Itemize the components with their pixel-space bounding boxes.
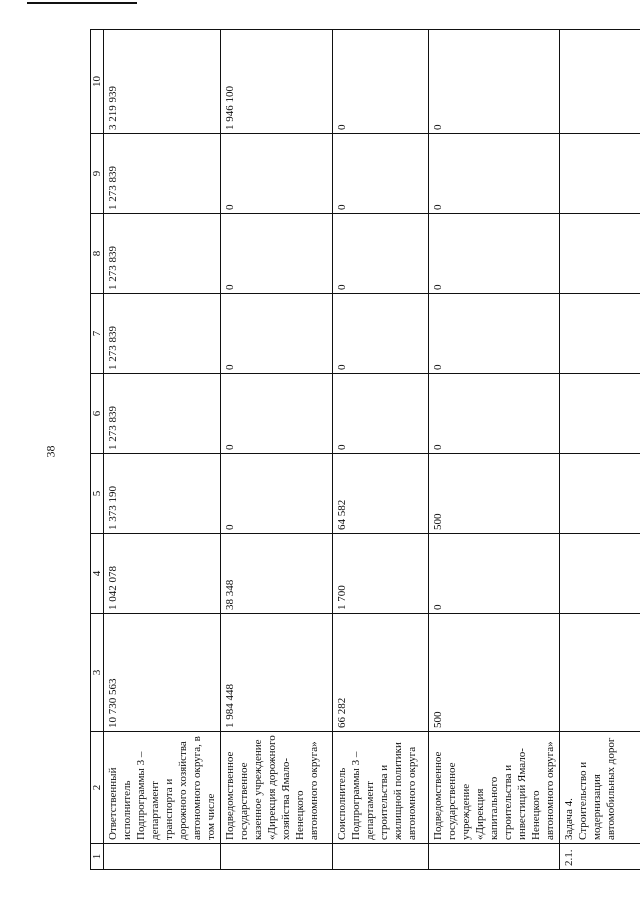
col-header-7: 7 [91,294,104,374]
value-cell [560,614,640,732]
value-cell: 0 [429,374,560,454]
row-number [429,844,560,870]
row-name: Подведомственное государственное казенное учреждение «Дирекция дорожного хозяйства Ямало-Ненецкого автономного округа» [221,732,333,844]
value-cell: 0 [221,134,333,214]
value-cell: 1 273 839 [104,294,221,374]
value-cell: 0 [221,294,333,374]
value-cell: 10 730 563 [104,614,221,732]
value-cell [560,214,640,294]
page-number: 38 [43,445,58,458]
table-row [221,30,333,870]
value-cell: 1 700 [333,534,429,614]
value-cell: 500 [429,454,560,534]
rotated-table-container [90,30,636,870]
col-header-8: 8 [91,214,104,294]
col-header-4: 4 [91,534,104,614]
table-row [333,30,429,870]
value-cell [560,294,640,374]
value-cell: 0 [333,294,429,374]
value-cell: 38 348 [221,534,333,614]
row-name: Соисполнитель Подпрограммы 3 – департамент строительства и жилищной политики автономного округа [333,732,429,844]
budget-table [90,29,640,870]
value-cell: 0 [333,134,429,214]
row-number: 2.1. [560,844,640,870]
table-row [560,30,640,870]
value-cell: 0 [333,214,429,294]
value-cell: 1 946 100 [221,30,333,134]
row-number [333,844,429,870]
value-cell: 1 273 839 [104,134,221,214]
row-name: Подведомственное государственное учреждение «Дирекция капитального строительства и инвестиций Ямало-Ненецкого автономного округа» [429,732,560,844]
value-cell: 1 273 839 [104,374,221,454]
header-row [91,30,104,870]
value-cell [560,374,640,454]
value-cell [560,454,640,534]
value-cell: 1 373 190 [104,454,221,534]
col-header-1: 1 [91,844,104,870]
value-cell: 0 [221,454,333,534]
row-number [104,844,221,870]
value-cell [560,134,640,214]
col-header-3: 3 [91,614,104,732]
value-cell: 0 [333,374,429,454]
value-cell [560,30,640,134]
header-rule [27,2,137,4]
col-header-5: 5 [91,454,104,534]
table-row [429,30,560,870]
row-number [221,844,333,870]
value-cell: 1 042 078 [104,534,221,614]
value-cell: 1 273 839 [104,214,221,294]
value-cell: 0 [429,534,560,614]
value-cell [560,534,640,614]
value-cell: 1 984 448 [221,614,333,732]
value-cell: 3 219 939 [104,30,221,134]
value-cell: 0 [221,374,333,454]
col-header-2: 2 [91,732,104,844]
row-name: Задача 4. Строительство и модернизация автомобильных дорог [560,732,640,844]
value-cell: 0 [429,134,560,214]
value-cell: 0 [221,214,333,294]
value-cell: 0 [429,294,560,374]
col-header-9: 9 [91,134,104,214]
value-cell: 0 [333,30,429,134]
rotated-table-wrapper [90,30,636,870]
value-cell: 66 282 [333,614,429,732]
col-header-6: 6 [91,374,104,454]
col-header-10: 10 [91,30,104,134]
table-row [104,30,221,870]
row-name: Ответственный исполнитель Подпрограммы 3 – департамент транспорта и дорожного хозяйства автономного округа, в том числе [104,732,221,844]
value-cell: 0 [429,30,560,134]
value-cell: 64 582 [333,454,429,534]
value-cell: 500 [429,614,560,732]
value-cell: 0 [429,214,560,294]
